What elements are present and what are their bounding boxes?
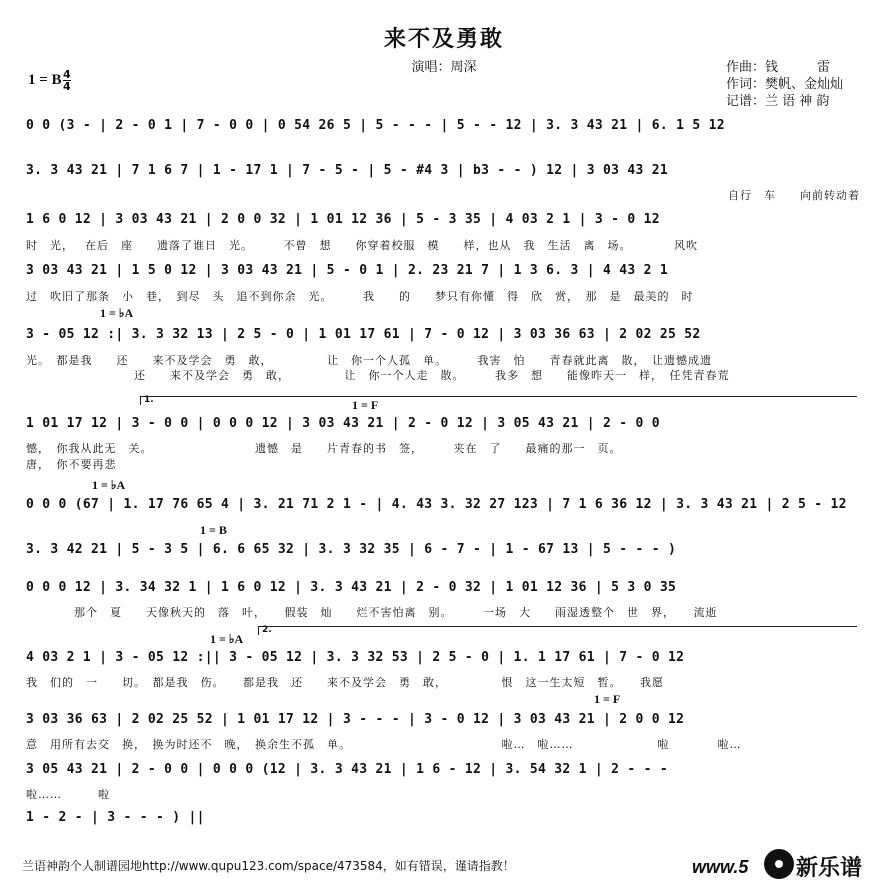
score-row: 1 - 2 - | 3 - - - ) || xyxy=(26,810,205,825)
time-signature xyxy=(63,69,71,92)
lyric-line: 那个 夏 天像秋天的 落 叶， 假装 灿 烂不害怕离 别。 一场 大 雨湿透整个 世 界， 流逝 xyxy=(26,606,718,619)
logo-brand: 新乐谱 xyxy=(796,856,863,881)
lyric-line: 唐， 你不要再悲 xyxy=(26,458,117,471)
lyric-line: 意 用所有去交 换， 换为时还不 晚， 换余生不孤 单。 啦… 啦…… 啦 啦… xyxy=(26,738,742,751)
key-change-mark: 1 = F xyxy=(594,692,621,706)
lyricist-credit: 作词：樊帆、金灿灿 xyxy=(726,77,844,92)
key-change-mark: 1 = ♭A xyxy=(210,632,244,646)
lyric-line: 我 们的 一 切。 都是我 伤。 都是我 还 来不及学会 勇 敢， 恨 这一生太短 暂。 我愿 xyxy=(26,676,664,689)
site-logo xyxy=(692,845,882,885)
score-row: 1 01 17 12 | 3 - 0 0 | 0 0 0 12 | 3 03 43 21 | 2 - 0 12 | 3 05 43 21 | 2 - 0 0 xyxy=(26,416,660,431)
score-row: 3. 3 43 21 | 7 1 6 7 | 1 - 17 1 | 7 - 5 - | 5 - #4 3 | b3 - - ) 12 | 3 03 43 21 xyxy=(26,163,669,178)
lyric-line: 过 吹旧了那条 小 巷， 到尽 头 追不到你余 光。 我 的 梦只有你懂 得 欣 赏， 那 是 最美的 时 xyxy=(26,290,694,303)
footer-credit: 兰语神韵个人制谱园地http://www.qupu123.com/space/473584，如有错误，谨请指教！ xyxy=(22,859,515,873)
lyric-line: 憾， 你我从此无 关。 遗憾 是 片青春的书 签， 夹在 了 最痛的那一 页。 xyxy=(26,442,622,455)
transcriber-credit: 记谱：兰 语 神 韵 xyxy=(726,94,830,109)
key-signature: 1 = B xyxy=(28,72,62,88)
volta-bracket-2 xyxy=(258,626,857,635)
record-disc-icon xyxy=(764,849,794,879)
score-row: 3 05 43 21 | 2 - 0 0 | 0 0 0 (12 | 3. 3 43 21 | 1 6 - 12 | 3. 54 32 1 | 2 - - - xyxy=(26,762,669,777)
score-row: 0 0 (3 - | 2 - 0 1 | 7 - 0 0 | 0 54 26 5 | 5 - - - | 5 - - 12 | 3. 3 43 21 | 6. 1 5 12 xyxy=(26,118,725,133)
score-title: 来不及勇敢 xyxy=(383,26,504,52)
score-row: 3. 3 42 21 | 5 - 3 5 | 6. 6 65 32 | 3. 3 32 35 | 6 - 7 - | 1 - 67 13 | 5 - - - ) xyxy=(26,542,677,557)
volta-label: 1. xyxy=(144,395,154,405)
key-change-mark: 1 = ♭A xyxy=(92,478,126,492)
score-row: 1 6 0 12 | 3 03 43 21 | 2 0 0 32 | 1 01 12 36 | 5 - 3 35 | 4 03 2 1 | 3 - 0 12 xyxy=(26,212,660,227)
lyric-line: 自行 车 向前转动着 xyxy=(728,189,860,202)
meter-bottom: 4 xyxy=(63,80,71,93)
lyric-line: 啦…… 啦 xyxy=(26,788,110,801)
score-row: 3 - 05 12 :| 3. 3 32 13 | 2 5 - 0 | 1 01 17 61 | 7 - 0 12 | 3 03 36 63 | 2 02 25 52 xyxy=(26,327,701,342)
key-change-mark: 1 = B xyxy=(200,523,227,537)
singer-credit: 演唱：周深 xyxy=(411,60,477,75)
score-row: 4 03 2 1 | 3 - 05 12 :|| 3 - 05 12 | 3. 3 32 53 | 2 5 - 0 | 1. 1 17 61 | 7 - 0 12 xyxy=(26,650,685,665)
key-change-mark: 1 = F xyxy=(352,398,379,412)
lyric-line: 光。 都是我 还 来不及学会 勇 敢， 让 你一个人孤 单。 我害 怕 青春就此离 散， 让遗憾成遗 xyxy=(26,354,712,367)
composer-credit: 作曲：钱 雷 xyxy=(726,60,831,75)
lyric-line: 还 来不及学会 勇 敢， 让 你一个人走 散。 我多 想 能像昨天一 样， 任凭青春荒 xyxy=(26,369,730,382)
score-row: 3 03 43 21 | 1 5 0 12 | 3 03 43 21 | 5 - 0 1 | 2. 23 21 7 | 1 3 6. 3 | 4 43 2 1 xyxy=(26,263,669,278)
score-row: 0 0 0 (67 | 1. 17 76 65 4 | 3. 21 71 2 1 - | 4. 43 3. 32 27 123 | 7 1 6 36 12 | 3. 3 43 21 | 2 5 - 12 xyxy=(26,497,847,512)
lyric-line: 时 光， 在后 座 遗落了谁日 光。 不曾 想 你穿着校服 模 样，也从 我 生活 离 场。 风吹 xyxy=(26,239,698,252)
meter-top: 4 xyxy=(63,68,71,81)
logo-www: www.5 xyxy=(692,857,749,877)
key-change-mark: 1 = ♭A xyxy=(100,306,134,320)
score-row: 0 0 0 12 | 3. 34 32 1 | 1 6 0 12 | 3. 3 43 21 | 2 - 0 32 | 1 01 12 36 | 5 3 0 35 xyxy=(26,580,677,595)
volta-label: 2. xyxy=(262,625,272,635)
volta-bracket-1 xyxy=(140,396,857,405)
score-row: 3 03 36 63 | 2 02 25 52 | 1 01 17 12 | 3 - - - | 3 - 0 12 | 3 03 43 21 | 2 0 0 12 xyxy=(26,712,685,727)
